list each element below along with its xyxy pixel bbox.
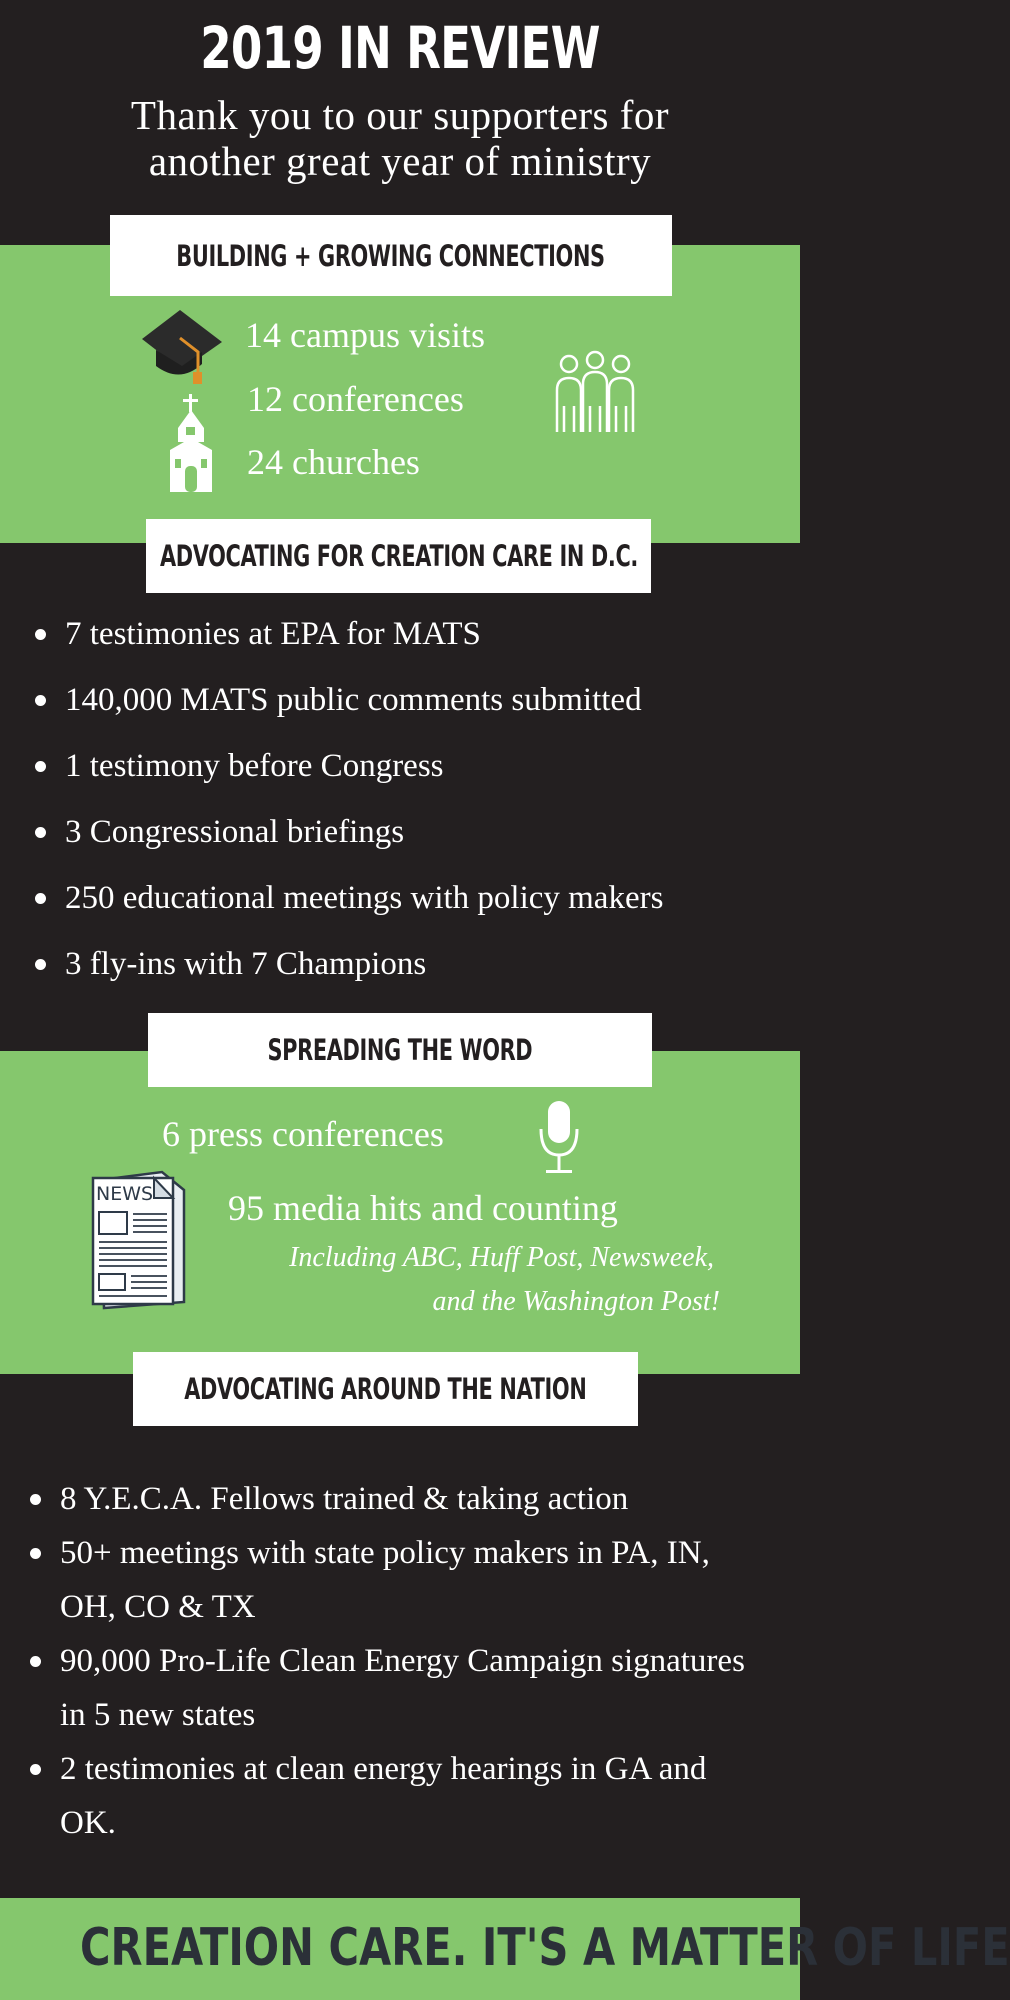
- subtitle-line-2: another great year of ministry: [148, 138, 652, 184]
- graduation-cap-icon: [136, 304, 226, 390]
- list-item: 3 Congressional briefings: [33, 812, 793, 878]
- list-item: 7 testimonies at EPA for MATS: [33, 614, 793, 680]
- list-item: 3 fly-ins with 7 Champions: [33, 944, 793, 1010]
- list-item: 50+ meetings with state policy makers in PA, IN, OH, CO & TX: [29, 1526, 749, 1634]
- dc-heading: ADVOCATING FOR CREATION CARE IN D.C.: [159, 539, 638, 573]
- newspaper-icon: [90, 1170, 186, 1312]
- stat-media-hits: 95 media hits and counting: [228, 1188, 618, 1228]
- connections-heading: BUILDING + GROWING CONNECTIONS: [176, 238, 606, 273]
- list-item: 8 Y.E.C.A. Fellows trained & taking action: [29, 1472, 749, 1526]
- stat-conferences: 12 conferences: [247, 379, 464, 419]
- dc-heading-box: [146, 519, 651, 593]
- word-heading-box: [148, 1013, 652, 1087]
- media-note-line-2: and the Washington Post!: [432, 1286, 720, 1317]
- dc-list: [33, 614, 793, 1010]
- list-item: 90,000 Pro-Life Clean Energy Campaign signatures in 5 new states: [29, 1634, 749, 1742]
- page-title: 2019 IN REVIEW: [200, 14, 600, 82]
- media-note: [200, 1236, 720, 1324]
- nation-heading-box: [133, 1352, 638, 1426]
- media-note-line-1: Including ABC, Huff Post, Newsweek,: [289, 1242, 714, 1273]
- connections-heading-box: [110, 215, 672, 296]
- stat-campus-visits: 14 campus visits: [245, 315, 485, 355]
- microphone-icon: [537, 1099, 581, 1175]
- newspaper-label: NEWS: [96, 1183, 154, 1205]
- list-item: 2 testimonies at clean energy hearings in GA and OK.: [29, 1742, 749, 1850]
- nation-heading: ADVOCATING AROUND THE NATION: [184, 1372, 587, 1406]
- nation-list: [29, 1472, 749, 1850]
- stat-press-conferences: 6 press conferences: [162, 1114, 444, 1154]
- page-subtitle: [0, 92, 800, 184]
- stat-churches: 24 churches: [247, 442, 420, 482]
- list-item: 1 testimony before Congress: [33, 746, 793, 812]
- word-heading: SPREADING THE WORD: [267, 1033, 533, 1067]
- people-group-icon: [552, 350, 638, 434]
- subtitle-line-1: Thank you to our supporters for: [130, 92, 670, 138]
- list-item: 250 educational meetings with policy makers: [33, 878, 793, 944]
- church-icon: [166, 394, 216, 492]
- list-item: 140,000 MATS public comments submitted: [33, 680, 793, 746]
- footer-tagline: CREATION CARE. IT'S A MATTER OF LIFE: [80, 1918, 1010, 1978]
